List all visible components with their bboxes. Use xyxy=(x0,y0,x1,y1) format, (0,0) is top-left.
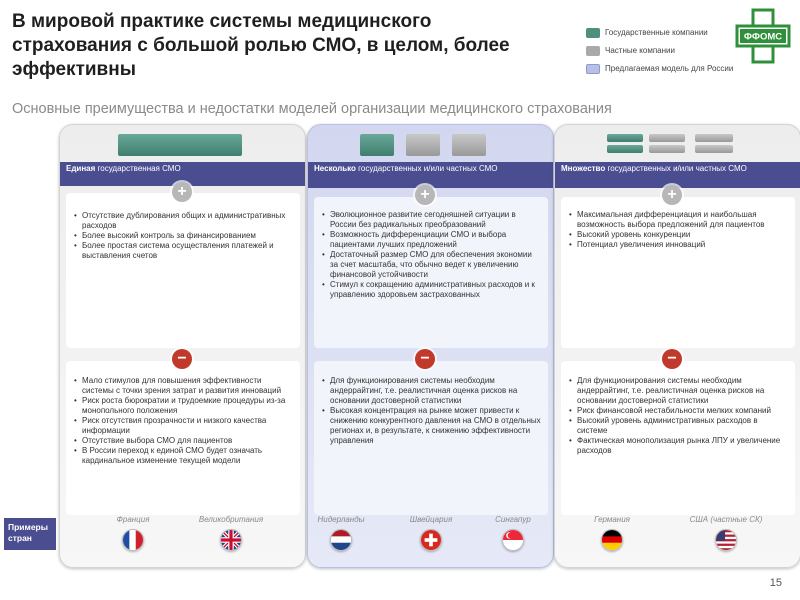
pro-item: • Потенциал увеличения инноваций xyxy=(569,240,789,250)
column-header xyxy=(555,162,800,188)
pro-item: • Более простая система осуществления платежей и выставления счетов xyxy=(74,241,294,261)
netherlands-flag-icon xyxy=(330,529,352,551)
legend-item-private xyxy=(586,45,733,56)
header-bold: Множество xyxy=(561,164,606,173)
model-column-several xyxy=(307,124,554,568)
con-item: • Для функционирования системы необходим андеррайтинг, т.е. реалистичная оценка рисков на основании достоверной статистики xyxy=(569,376,789,406)
ffoms-logo xyxy=(735,8,791,64)
pros-section xyxy=(66,193,300,348)
page-number: 15 xyxy=(769,577,782,589)
pro-item: • Отсутствие дублирования общих и административных расходов xyxy=(74,211,294,231)
state-company-bar xyxy=(360,134,394,156)
pro-item: • Стимул к сокращению административных расходов и к управлению здоровьем застрахованных xyxy=(322,280,542,300)
legend-swatch-proposed xyxy=(586,64,600,74)
france-flag-icon xyxy=(122,529,144,551)
header-bold: Несколько xyxy=(314,164,356,173)
con-item: • Риск финансовой нестабильности мелких компаний xyxy=(569,406,789,416)
legend-label: Государственные компании xyxy=(605,28,708,37)
cons-section xyxy=(314,361,548,515)
pro-item: • Высокий уровень конкуренции xyxy=(569,230,789,240)
country-name: Швейцария xyxy=(409,515,453,524)
minus-icon: − xyxy=(172,349,192,369)
country-germany xyxy=(567,515,657,556)
country-examples xyxy=(308,515,553,563)
country-name: Германия xyxy=(594,515,630,524)
pro-item: • Достаточный размер СМО для обеспечения экономии за счет масштаба, что обычно ведет к увеличению финансовой устойчивости xyxy=(322,250,542,280)
legend-item-proposed xyxy=(586,63,733,74)
country-usa xyxy=(681,515,771,556)
page-subtitle: Основные преимущества и недостатки моделей организации медицинского страхования xyxy=(12,101,612,117)
con-item: • Риск роста бюрократии и трудоемкие процедуры из-за монопольного положения xyxy=(74,396,294,416)
minus-icon: − xyxy=(662,349,682,369)
country-netherlands xyxy=(307,515,386,556)
header-rest: государственная СМО xyxy=(95,164,181,173)
logo-text: ФФОМС xyxy=(743,31,783,43)
con-item: • Отсутствие выбора СМО для пациентов xyxy=(74,436,294,446)
legend-label: Предлагаемая модель для России xyxy=(605,64,734,73)
switzerland-flag-icon xyxy=(420,529,442,551)
country-name: Великобритания xyxy=(198,515,264,524)
header-rest: государственных и/или частных СМО xyxy=(355,164,498,173)
state-company-bar xyxy=(607,134,643,142)
legend-label: Частные компании xyxy=(605,46,675,55)
private-company-bar xyxy=(695,145,733,153)
model-column-single xyxy=(59,124,306,568)
plus-icon: + xyxy=(662,185,682,205)
private-company-bar xyxy=(649,145,685,153)
plus-icon: + xyxy=(415,185,435,205)
con-item: • Высокий уровень административных расходов в системе xyxy=(569,416,789,436)
cons-section xyxy=(66,361,300,515)
country-name: Сингапур xyxy=(495,515,531,524)
con-item: • Для функционирования системы необходим андеррайтинг, т.е. реалистичная оценка рисков на основании достоверной статистики xyxy=(322,376,542,406)
pro-item: • Более высокий контроль за финансированием xyxy=(74,231,294,241)
country-uk xyxy=(186,515,276,556)
country-name: Нидерланды xyxy=(317,515,365,524)
country-name: Франция xyxy=(116,515,150,524)
column-header xyxy=(308,162,553,188)
header-rest: государственных и/или частных СМО xyxy=(605,164,747,173)
cons-section xyxy=(561,361,795,515)
pro-item: • Эволюционное развитие сегодняшней ситуации в России без радикальных преобразований xyxy=(322,210,542,230)
legend-swatch-private xyxy=(586,46,600,56)
model-column-many xyxy=(554,124,800,568)
private-company-bar xyxy=(695,134,733,142)
country-examples xyxy=(555,515,800,563)
germany-flag-icon xyxy=(601,529,623,551)
state-company-bar xyxy=(607,145,643,153)
con-item: • Мало стимулов для повышения эффективности системы с точки зрения затрат и развития инноваций xyxy=(74,376,294,396)
pros-section xyxy=(561,197,795,348)
con-item: • Фактическая монополизация рынка ЛПУ и увеличение расходов xyxy=(569,436,789,456)
con-item: • Риск отсутствия прозрачности и низкого качества информации xyxy=(74,416,294,436)
legend-swatch-state xyxy=(586,28,600,38)
private-company-bar xyxy=(452,134,486,156)
pro-item: • Возможность дифференциации СМО и выбора пациентами лучших предложений xyxy=(322,230,542,250)
con-item: • В России переход к единой СМО будет означать кардинальное изменение текущей модели xyxy=(74,446,294,466)
header-bold: Единая xyxy=(66,164,96,173)
plus-icon: + xyxy=(172,182,192,202)
legend-item-state xyxy=(586,27,733,38)
uk-flag-icon xyxy=(220,529,242,551)
minus-icon: − xyxy=(415,349,435,369)
singapore-flag-icon xyxy=(502,529,524,551)
pro-item: • Максимальная дифференциация и наибольшая возможность выбора предложений для пациентов xyxy=(569,210,789,230)
usa-flag-icon xyxy=(715,529,737,551)
state-company-bar xyxy=(118,134,242,156)
country-switzerland xyxy=(386,515,476,556)
country-examples-label: Примеры стран xyxy=(4,518,56,550)
private-company-bar xyxy=(406,134,440,156)
con-item: • Высокая концентрация на рынке может привести к снижению конкурентного давления на СМО в отдельных регионах и, в результате, к снижению эффективности управления xyxy=(322,406,542,446)
legend xyxy=(586,27,733,81)
pros-section xyxy=(314,197,548,348)
country-singapore xyxy=(468,515,554,556)
country-examples xyxy=(60,515,305,563)
private-company-bar xyxy=(649,134,685,142)
country-name: США (частные СК) xyxy=(689,515,763,524)
page-title: В мировой практике системы медицинского страхования с большой ролью СМО, в целом, более эффективны xyxy=(12,11,510,80)
country-france xyxy=(88,515,178,556)
